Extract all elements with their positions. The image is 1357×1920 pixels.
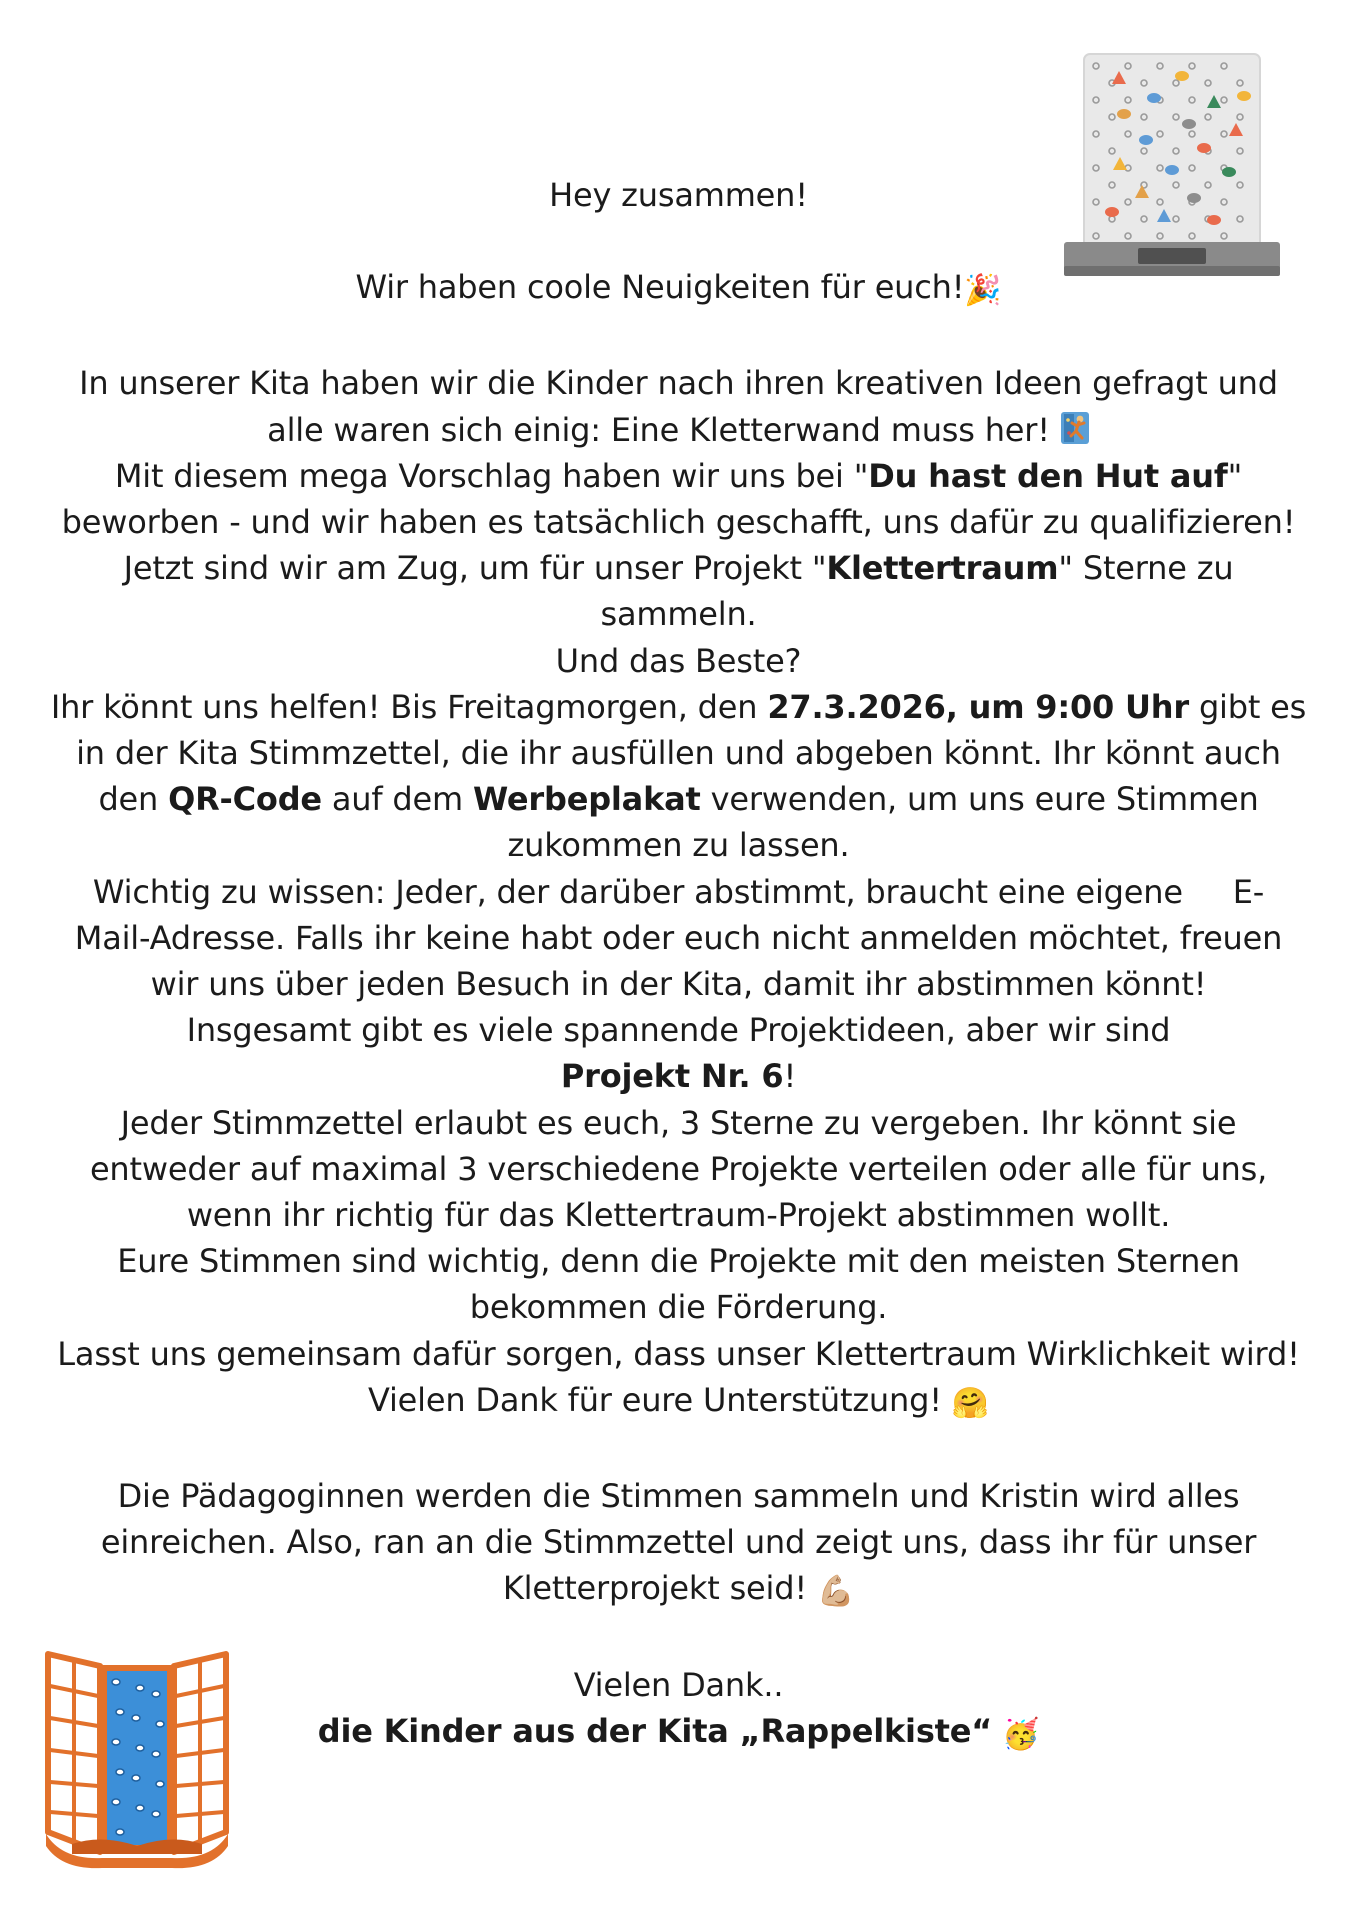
qr-code-label: QR-Code (168, 780, 322, 819)
ideas-line-1: Insgesamt gibt es viele spannende Projektideen, aber wir sind (186, 1011, 1171, 1050)
climbing-hold (116, 1709, 124, 1715)
help-l3-pre: den (98, 780, 169, 819)
help-l3-post: verwenden, um uns eure Stimmen (700, 780, 1259, 819)
closing-thanks: Vielen Dank.. (573, 1665, 784, 1704)
deadline: 27.3.2026, um 9:00 Uhr (767, 687, 1189, 726)
climbing-hold (136, 1685, 144, 1691)
greeting: Hey zusammen! (549, 176, 808, 214)
collect-line-2: einreichen. Also, ran an die Stimmzettel und zeigt uns, dass ihr für unser (100, 1523, 1257, 1562)
ideas-line-2 (0, 1053, 1357, 1099)
thanks-support-text: Vielen Dank für eure Unterstützung! (368, 1380, 942, 1419)
hugging-face-icon: 🤗 (951, 1385, 989, 1421)
help-l3-mid: auf dem (321, 780, 473, 819)
help-line-1 (0, 684, 1357, 730)
thanks-support-line (0, 1377, 1357, 1427)
person-climbing-icon (1060, 411, 1090, 445)
climbing-hold (116, 1769, 124, 1775)
intro-line-1: In unserer Kita haben wir die Kinder nach ihren kreativen Ideen gefragt und (79, 364, 1278, 403)
project-number: Projekt Nr. 6 (560, 1057, 784, 1096)
project-name: Klettertraum (826, 549, 1059, 588)
climbing-hold (132, 1775, 140, 1781)
climbing-hold (1197, 143, 1211, 153)
project-pre: Jetzt sind wir am Zug, um für unser Projekt " (123, 549, 827, 588)
votes-line-2: bekommen die Förderung. (469, 1288, 888, 1327)
help-line-3 (0, 776, 1357, 822)
news-line (0, 264, 1357, 314)
party-popper-icon: 🎉 (964, 273, 1002, 309)
partying-face-icon: 🥳 (1002, 1716, 1040, 1752)
spacer (0, 314, 1357, 360)
collect-text: Kletterprojekt seid! (502, 1569, 807, 1608)
climbing-corner-illustration (42, 1646, 232, 1870)
climbing-hold (1147, 93, 1161, 103)
climbing-hold (152, 1691, 160, 1697)
letter-body (0, 172, 1357, 1758)
help-line-4: zukommen zu lassen. (507, 826, 850, 865)
climbing-hold (112, 1739, 120, 1745)
ideas-post: ! (783, 1057, 797, 1096)
votes-line-1: Eure Stimmen sind wichtig, denn die Projekte mit den meisten Sternen (117, 1242, 1240, 1281)
important-line-3: wir uns über jeden Besuch in der Kita, damit ihr abstimmen könnt! (150, 965, 1207, 1004)
ballot-line-2: entweder auf maximal 3 verschiedene Projekte verteilen oder alle für uns, (89, 1149, 1268, 1188)
climbing-hold (1237, 91, 1251, 101)
proposal-post: " (1227, 456, 1243, 495)
climbing-hold (1182, 119, 1196, 129)
proposal-line-1 (0, 453, 1357, 499)
project-line-1 (0, 545, 1357, 591)
climbing-hold (1117, 109, 1131, 119)
intro-text: alle waren sich einig: Eine Kletterwand muss her! (267, 410, 1050, 449)
together-line: Lasst uns gemeinsam dafür sorgen, dass unser Klettertraum Wirklichkeit wird! (57, 1334, 1300, 1373)
proposal-pre: Mit diesem mega Vorschlag haben wir uns bei " (114, 456, 869, 495)
signature: die Kinder aus der Kita „Rappelkiste“ (317, 1711, 993, 1750)
ballot-line-3: wenn ihr richtig für das Klettertraum-Projekt abstimmen wollt. (186, 1196, 1171, 1235)
help-line-2: in der Kita Stimmzettel, die ihr ausfüllen und abgeben könnt. Ihr könnt auch (76, 734, 1281, 773)
climbing-hold (1175, 71, 1189, 81)
best-line: Und das Beste? (555, 641, 802, 680)
climbing-hold (152, 1751, 160, 1757)
collect-line-3 (0, 1565, 1357, 1615)
intro-line-2 (0, 407, 1357, 453)
flexed-biceps-icon: 💪🏼 (816, 1574, 855, 1610)
climbing-hold (1139, 135, 1153, 145)
collect-line-1: Die Pädagoginnen werden die Stimmen sammeln und Kristin wird alles (117, 1477, 1240, 1516)
poster-label: Werbeplakat (472, 780, 701, 819)
important-line-2: Mail-Adresse. Falls ihr keine habt oder euch nicht anmelden möchtet, freuen (74, 918, 1283, 957)
news-text: Wir haben coole Neuigkeiten für euch! (355, 268, 965, 307)
spacer (0, 1427, 1357, 1473)
spacer (0, 218, 1357, 264)
climbing-hold (152, 1811, 160, 1817)
project-line-2: sammeln. (600, 595, 757, 634)
help-pre: Ihr könnt uns helfen! Bis Freitagmorgen, den (50, 687, 768, 726)
important-line-1: Wichtig zu wissen: Jeder, der darüber abstimmt, braucht eine eigene E- (92, 872, 1265, 911)
ballot-line-1: Jeder Stimmzettel erlaubt es euch, 3 Sterne zu vergeben. Ihr könnt sie (120, 1103, 1237, 1142)
climbing-hold (112, 1799, 120, 1805)
climbing-hold (136, 1745, 144, 1751)
proposal-line-2: beworben - und wir haben es tatsächlich geschafft, uns dafür zu qualifizieren! (61, 503, 1296, 542)
climbing-hold (112, 1679, 120, 1685)
climbing-hold (156, 1721, 164, 1727)
climbing-hold (116, 1829, 124, 1835)
project-post: " Sterne zu (1058, 549, 1234, 588)
help-post: gibt es (1188, 687, 1307, 726)
climbing-hold (136, 1805, 144, 1811)
climbing-hold (156, 1781, 164, 1787)
climbing-hold (132, 1715, 140, 1721)
program-name: Du hast den Hut auf (868, 456, 1228, 495)
